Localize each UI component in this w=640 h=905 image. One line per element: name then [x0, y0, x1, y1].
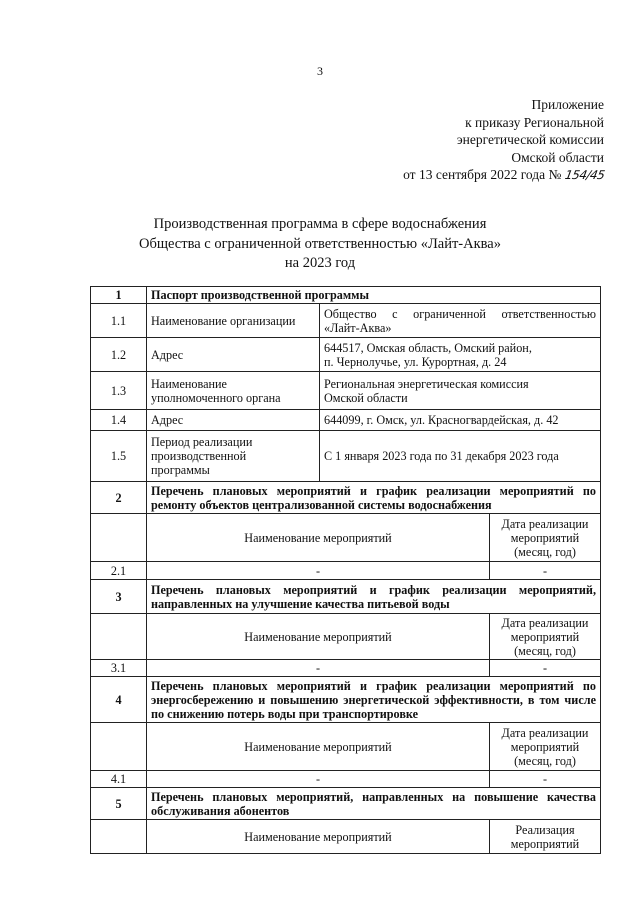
title-line: на 2023 год: [284, 255, 356, 271]
table-row: [91, 660, 601, 677]
row-number: 3.1: [91, 660, 147, 677]
column-header-line: Дата реализации: [501, 516, 589, 531]
empty-cell: [91, 614, 147, 660]
section-title: Перечень плановых мероприятий и график реализации мероприятий по энергосбережению и повышению энергетической эффективности, в том числе по снижению потерь воды при транспортировке: [147, 677, 601, 723]
title-line: Производственная программа в сфере водоснабжения: [153, 216, 487, 232]
section-title: Перечень плановых мероприятий и график реализации мероприятий, направленных на улучшение качества питьевой воды: [147, 580, 601, 614]
row-number: 4.1: [91, 771, 147, 788]
table-row: [91, 771, 601, 788]
column-header-name: Наименование мероприятий: [147, 614, 490, 660]
section-title: Паспорт производственной программы: [147, 287, 601, 304]
row-label: Адрес: [147, 410, 320, 431]
section-title: Перечень плановых мероприятий, направленных на повышение качества обслуживания абонентов: [147, 788, 601, 820]
table-row: [91, 338, 601, 372]
row-number: 2.1: [91, 562, 147, 580]
table-row: [91, 304, 601, 338]
program-table: [90, 286, 601, 854]
appendix-date: от 13 сентября 2022 года №: [403, 167, 562, 182]
row-label-line: уполномоченного органа: [151, 390, 281, 405]
row-value: 644099, г. Омск, ул. Красногвардейская, д. 42: [320, 410, 601, 431]
title-line: Общества с ограниченной ответственностью «Лайт-Аква»: [139, 235, 501, 252]
row-label-line: производственной: [151, 449, 247, 463]
row-value-line: Региональная энергетическая комиссия: [324, 376, 529, 391]
section-3-header: [91, 580, 601, 614]
row-number: 1.3: [91, 372, 147, 410]
row-name: -: [147, 660, 490, 677]
column-header-line: мероприятий: [510, 739, 580, 754]
row-date: -: [490, 562, 601, 580]
row-value: С 1 января 2023 года по 31 декабря 2023 года: [320, 431, 601, 482]
column-header-line: мероприятий: [510, 836, 580, 851]
column-header-date: [490, 820, 601, 854]
section-1-header: [91, 287, 601, 304]
row-number: 1.5: [91, 431, 147, 482]
appendix-line: Омской области: [511, 149, 604, 165]
table-row: [91, 431, 601, 482]
row-label: [147, 431, 320, 482]
column-header-name: Наименование мероприятий: [147, 723, 490, 771]
column-header-row: [91, 723, 601, 771]
column-header-line: Дата реализации: [501, 725, 589, 740]
row-label: Наименование организации: [147, 304, 320, 338]
section-title: Перечень плановых мероприятий и график реализации мероприятий по ремонту объектов централизованной системы водоснабжения: [147, 482, 601, 514]
row-name: -: [147, 771, 490, 788]
column-header-date: [490, 614, 601, 660]
appendix-date-line: [403, 166, 604, 185]
column-header-line: (месяц, год): [514, 544, 576, 559]
row-label: [147, 372, 320, 410]
section-number: 2: [91, 482, 147, 514]
row-label-line: Наименование: [151, 376, 227, 391]
appendix-line: энергетической комиссии: [456, 132, 604, 147]
page-number: 3: [317, 64, 323, 78]
section-number: 4: [91, 677, 147, 723]
row-value: Общество с ограниченной ответственностью «Лайт-Аква»: [320, 304, 601, 338]
appendix-line: к приказу Региональной: [465, 114, 604, 130]
column-header-line: Реализация: [515, 822, 575, 837]
appendix-block: [403, 96, 604, 185]
table-row: [91, 410, 601, 431]
column-header-row: [91, 820, 601, 854]
row-value-line: п. Чернолучье, ул. Курортная, д. 24: [324, 354, 507, 369]
column-header-row: [91, 514, 601, 562]
empty-cell: [91, 514, 147, 562]
column-header-date: [490, 723, 601, 771]
table-row: [91, 562, 601, 580]
column-header-line: Дата реализации: [501, 615, 589, 630]
document-title: [60, 215, 580, 274]
empty-cell: [91, 820, 147, 854]
section-number: 1: [91, 287, 147, 304]
row-value-line: Омской области: [324, 390, 408, 405]
row-date: -: [490, 660, 601, 677]
row-label-line: программы: [151, 463, 210, 477]
appendix-line: Приложение: [531, 97, 604, 112]
column-header-line: (месяц, год): [514, 753, 576, 768]
column-header-line: (месяц, год): [514, 643, 576, 658]
column-header-line: мероприятий: [510, 629, 580, 644]
row-number: 1.1: [91, 304, 147, 338]
row-name: -: [147, 562, 490, 580]
row-label-line: Период реализации: [151, 435, 253, 449]
row-number: 1.4: [91, 410, 147, 431]
column-header-date: [490, 514, 601, 562]
row-value-line: 644517, Омская область, Омский район,: [324, 340, 532, 355]
section-5-header: [91, 788, 601, 820]
order-number-handwritten: 154/45: [563, 168, 606, 182]
row-date: -: [490, 771, 601, 788]
table-row: [91, 372, 601, 410]
section-2-header: [91, 482, 601, 514]
row-value: [320, 372, 601, 410]
section-4-header: [91, 677, 601, 723]
column-header-name: Наименование мероприятий: [147, 820, 490, 854]
column-header-name: Наименование мероприятий: [147, 514, 490, 562]
empty-cell: [91, 723, 147, 771]
column-header-line: мероприятий: [510, 530, 580, 545]
row-number: 1.2: [91, 338, 147, 372]
row-value: [320, 338, 601, 372]
section-number: 3: [91, 580, 147, 614]
section-number: 5: [91, 788, 147, 820]
column-header-row: [91, 614, 601, 660]
row-label: Адрес: [147, 338, 320, 372]
